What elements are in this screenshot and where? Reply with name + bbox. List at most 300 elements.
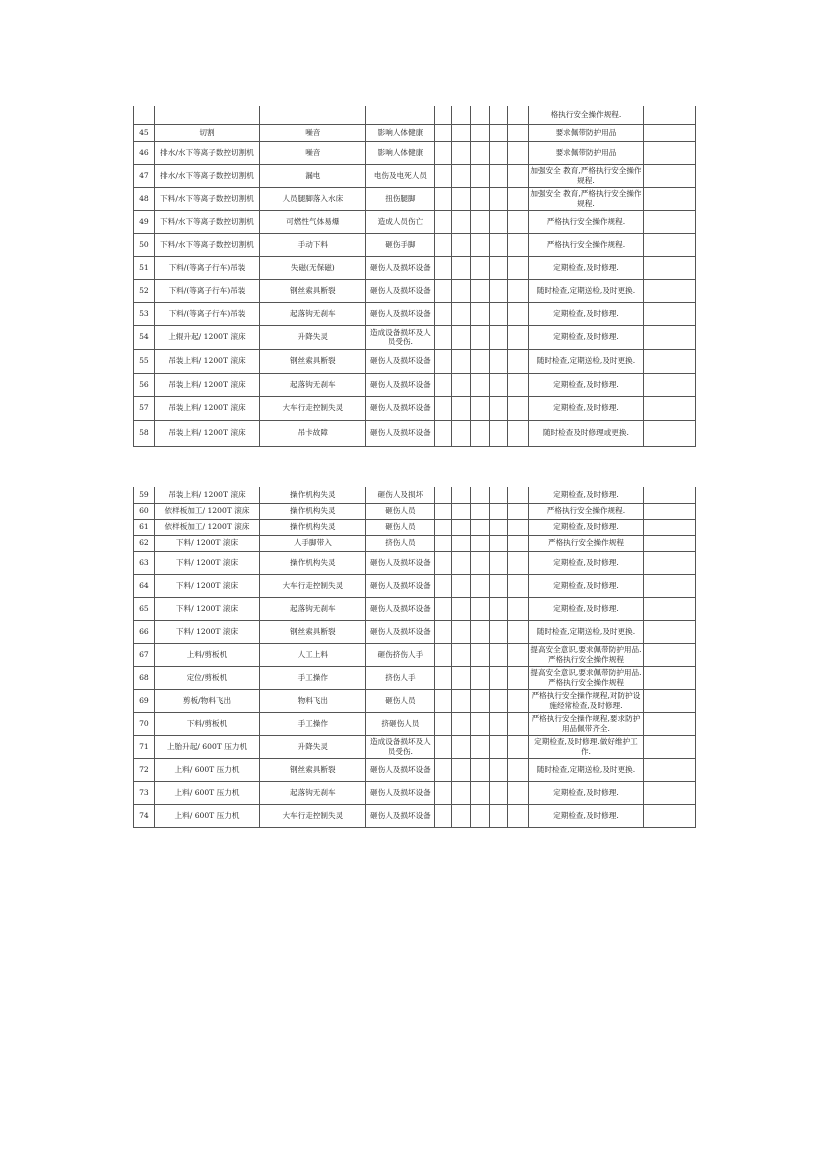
- cell-blank: [470, 804, 489, 827]
- cell-blank: [508, 503, 529, 519]
- cell-measure: 严格执行安全操作规程: [529, 535, 644, 551]
- cell-measure: 定期检查,及时修理.: [529, 597, 644, 620]
- cell-hazard: 钢丝索具断裂: [260, 279, 366, 302]
- table-row: [134, 551, 696, 574]
- cell-blank: [451, 643, 470, 666]
- cell-blank: [451, 279, 470, 302]
- cell-blank: [508, 666, 529, 689]
- cell-no: 55: [134, 349, 155, 373]
- cell-consequence: 砸伤人及损坏设备: [366, 758, 435, 781]
- cell-process: 吊装上料/ 1200T 滚床: [154, 420, 259, 446]
- cell-no: 49: [134, 210, 155, 233]
- cell-consequence: 砸伤人及损坏设备: [366, 420, 435, 446]
- cell-blank: [435, 666, 452, 689]
- cell-blank: [508, 712, 529, 735]
- cell-hazard: 钢丝索具断裂: [260, 349, 366, 373]
- cell-process: 下料/水下等离子数控切割机: [154, 233, 259, 256]
- cell-blank: [489, 487, 508, 503]
- risk-table-part1-body: [134, 106, 696, 446]
- cell-blank: [435, 804, 452, 827]
- cell-remark: [643, 666, 695, 689]
- risk-table-part2: [133, 487, 696, 828]
- cell-no: 51: [134, 256, 155, 279]
- cell-consequence: 砸伤人及损坏设备: [366, 620, 435, 643]
- cell-remark: [643, 325, 695, 349]
- cell-blank: [508, 758, 529, 781]
- cell-blank: [451, 141, 470, 164]
- cell-measure: 定期检查,及时修理.: [529, 256, 644, 279]
- cell-blank: [470, 519, 489, 535]
- cell-blank: [508, 396, 529, 420]
- table-row: [134, 210, 696, 233]
- cell-blank: [435, 503, 452, 519]
- continued-row: [134, 106, 696, 124]
- cell-measure: 定期检查,及时修理.: [529, 325, 644, 349]
- cell-measure: 严格执行安全操作规程,要求防护用品佩带齐全.: [529, 712, 644, 735]
- cell-blank: [451, 597, 470, 620]
- cell-consequence: 砸伤挤伤人手: [366, 643, 435, 666]
- cell-no: 70: [134, 712, 155, 735]
- cell-remark: [643, 187, 695, 210]
- cell-hazard: 噪音: [260, 124, 366, 141]
- cell-blank: [435, 551, 452, 574]
- cell-blank: [508, 519, 529, 535]
- cell-remark: [643, 373, 695, 396]
- cell-blank: [508, 574, 529, 597]
- cell-hazard: 钢丝索具断裂: [260, 620, 366, 643]
- cell-blank: [508, 141, 529, 164]
- cell-process: 切割: [154, 124, 259, 141]
- cell-process: 上胎升起/ 600T 压力机: [154, 735, 259, 758]
- cell-hazard: 大车行走控制失灵: [260, 804, 366, 827]
- table-row: [134, 124, 696, 141]
- cell-process: 吊装上料/ 1200T 滚床: [154, 373, 259, 396]
- cell-consequence: 影响人体健康: [366, 124, 435, 141]
- cell-process: 吊装上料/ 1200T 滚床: [154, 396, 259, 420]
- cell-remark: [643, 279, 695, 302]
- cell-blank: [451, 420, 470, 446]
- cell-blank: [508, 804, 529, 827]
- cell-blank: [435, 187, 452, 210]
- cell-hazard: 人手脚带入: [260, 535, 366, 551]
- cell-consequence: 砸伤人及损坏设备: [366, 256, 435, 279]
- cell-consequence: [366, 106, 435, 124]
- cell-measure: 严格执行安全操作规程.: [529, 210, 644, 233]
- cell-remark: [643, 551, 695, 574]
- cell-hazard: 起落钩无刹车: [260, 373, 366, 396]
- table-row: [134, 279, 696, 302]
- cell-blank: [489, 574, 508, 597]
- cell-hazard: 失磁(无保磁): [260, 256, 366, 279]
- table-row: [134, 666, 696, 689]
- table-row: [134, 256, 696, 279]
- cell-blank: [451, 164, 470, 187]
- cell-blank: [489, 349, 508, 373]
- cell-process: 下料/ 1200T 滚床: [154, 551, 259, 574]
- cell-blank: [489, 302, 508, 325]
- cell-measure: 定期检查,及时修理.: [529, 551, 644, 574]
- cell-measure: 提高安全意识,要求佩带防护用品.严格执行安全操作规程: [529, 666, 644, 689]
- cell-remark: [643, 535, 695, 551]
- cell-blank: [470, 279, 489, 302]
- cell-blank: [451, 712, 470, 735]
- table-row: [134, 535, 696, 551]
- cell-measure: 定期检查,及时修理.: [529, 781, 644, 804]
- table-row: [134, 325, 696, 349]
- cell-blank: [435, 164, 452, 187]
- cell-blank: [470, 420, 489, 446]
- cell-blank: [489, 712, 508, 735]
- cell-measure: 严格执行安全操作规程.: [529, 233, 644, 256]
- cell-blank: [451, 781, 470, 804]
- cell-blank: [451, 503, 470, 519]
- cell-blank: [508, 420, 529, 446]
- cell-measure: 随时检查,定期送检,及时更换.: [529, 620, 644, 643]
- table-row: [134, 503, 696, 519]
- cell-hazard: 操作机构失灵: [260, 519, 366, 535]
- cell-remark: [643, 519, 695, 535]
- cell-no: 69: [134, 689, 155, 712]
- cell-blank: [451, 396, 470, 420]
- cell-blank: [435, 487, 452, 503]
- cell-process: 下料/ 1200T 滚床: [154, 574, 259, 597]
- cell-consequence: 砸伤人及损坏: [366, 487, 435, 503]
- cell-blank: [451, 804, 470, 827]
- cell-hazard: 人员腿脚落入水床: [260, 187, 366, 210]
- cell-blank: [435, 106, 452, 124]
- cell-blank: [470, 643, 489, 666]
- cell-no: 73: [134, 781, 155, 804]
- cell-blank: [435, 519, 452, 535]
- cell-no: 50: [134, 233, 155, 256]
- cell-remark: [643, 164, 695, 187]
- cell-blank: [435, 597, 452, 620]
- cell-consequence: 砸伤人及损坏设备: [366, 349, 435, 373]
- cell-blank: [489, 396, 508, 420]
- cell-blank: [435, 620, 452, 643]
- cell-no: 67: [134, 643, 155, 666]
- cell-process: 吊装上料/ 1200T 滚床: [154, 487, 259, 503]
- table-row: [134, 620, 696, 643]
- table-row: [134, 396, 696, 420]
- cell-blank: [451, 689, 470, 712]
- cell-process: 下料/ 1200T 滚床: [154, 597, 259, 620]
- cell-no: 59: [134, 487, 155, 503]
- table-row: [134, 141, 696, 164]
- cell-blank: [470, 187, 489, 210]
- cell-consequence: 电伤及电死人员: [366, 164, 435, 187]
- cell-process: 依样板加工/ 1200T 滚床: [154, 503, 259, 519]
- cell-hazard: 操作机构失灵: [260, 487, 366, 503]
- cell-no: 66: [134, 620, 155, 643]
- cell-no: 57: [134, 396, 155, 420]
- cell-consequence: 挤伤人员: [366, 535, 435, 551]
- cell-consequence: 砸伤人及损坏设备: [366, 302, 435, 325]
- table-row: [134, 781, 696, 804]
- cell-blank: [508, 187, 529, 210]
- cell-process: 下料/ 1200T 滚床: [154, 620, 259, 643]
- cell-no: 71: [134, 735, 155, 758]
- cell-remark: [643, 689, 695, 712]
- cell-process: 下料/水下等离子数控切割机: [154, 210, 259, 233]
- cell-no: 47: [134, 164, 155, 187]
- cell-consequence: 砸伤人及损坏设备: [366, 373, 435, 396]
- cell-blank: [489, 597, 508, 620]
- cell-measure: 随时检查,定期送检,及时更换.: [529, 758, 644, 781]
- cell-blank: [508, 302, 529, 325]
- cell-remark: [643, 106, 695, 124]
- cell-blank: [470, 758, 489, 781]
- cell-blank: [508, 233, 529, 256]
- cell-no: 61: [134, 519, 155, 535]
- cell-blank: [451, 535, 470, 551]
- cell-blank: [470, 349, 489, 373]
- cell-process: 上辊升起/ 1200T 滚床: [154, 325, 259, 349]
- cell-blank: [451, 373, 470, 396]
- cell-blank: [508, 279, 529, 302]
- cell-no: 45: [134, 124, 155, 141]
- cell-process: 排水/水下等离子数控切割机: [154, 141, 259, 164]
- cell-blank: [470, 106, 489, 124]
- cell-blank: [508, 487, 529, 503]
- table-row: [134, 574, 696, 597]
- cell-process: 下料/(等离子行车)吊装: [154, 302, 259, 325]
- cell-blank: [489, 373, 508, 396]
- cell-blank: [489, 187, 508, 210]
- cell-consequence: 砸伤人及损坏设备: [366, 804, 435, 827]
- cell-process: 下料/(等离子行车)吊装: [154, 279, 259, 302]
- cell-hazard: 物料飞出: [260, 689, 366, 712]
- cell-no: 63: [134, 551, 155, 574]
- cell-blank: [508, 325, 529, 349]
- cell-hazard: 起落钩无刹车: [260, 597, 366, 620]
- cell-blank: [489, 279, 508, 302]
- cell-hazard: 手工操作: [260, 666, 366, 689]
- cell-remark: [643, 420, 695, 446]
- cell-no: 74: [134, 804, 155, 827]
- cell-hazard: 漏电: [260, 164, 366, 187]
- cell-blank: [489, 758, 508, 781]
- cell-consequence: 造成设备损坏及人员受伤.: [366, 325, 435, 349]
- cell-blank: [470, 233, 489, 256]
- cell-hazard: 大车行走控制失灵: [260, 396, 366, 420]
- cell-measure: 加强安全 教育,严格执行安全操作规程.: [529, 187, 644, 210]
- cell-blank: [508, 643, 529, 666]
- cell-blank: [435, 643, 452, 666]
- cell-measure: 定期检查,及时修理.: [529, 373, 644, 396]
- cell-blank: [451, 106, 470, 124]
- cell-process: 下料/ 1200T 滚床: [154, 535, 259, 551]
- cell-hazard: 噪音: [260, 141, 366, 164]
- table-row: [134, 349, 696, 373]
- cell-blank: [435, 302, 452, 325]
- cell-remark: [643, 349, 695, 373]
- cell-measure: 定期检查,及时修理.: [529, 302, 644, 325]
- cell-blank: [435, 758, 452, 781]
- cell-blank: [435, 396, 452, 420]
- cell-hazard: 可燃性气体易爆: [260, 210, 366, 233]
- cell-no: 46: [134, 141, 155, 164]
- cell-process: 上料/ 600T 压力机: [154, 804, 259, 827]
- cell-blank: [470, 141, 489, 164]
- cell-hazard: 操作机构失灵: [260, 551, 366, 574]
- cell-measure: 定期检查,及时修理.: [529, 487, 644, 503]
- cell-hazard: 手动下料: [260, 233, 366, 256]
- cell-hazard: 升降失灵: [260, 325, 366, 349]
- cell-measure: 严格执行安全操作规程,对防护设施经常检查,及时修理.: [529, 689, 644, 712]
- table-row: [134, 302, 696, 325]
- cell-measure: 定期检查,及时修理.做好维护工作.: [529, 735, 644, 758]
- cell-blank: [435, 535, 452, 551]
- cell-blank: [489, 689, 508, 712]
- cell-no: 72: [134, 758, 155, 781]
- cell-blank: [451, 187, 470, 210]
- cell-consequence: 造成设备损坏及人员受伤.: [366, 735, 435, 758]
- cell-blank: [470, 597, 489, 620]
- cell-consequence: 影响人体健康: [366, 141, 435, 164]
- cell-measure: 格执行安全操作规程.: [529, 106, 644, 124]
- cell-blank: [489, 420, 508, 446]
- cell-blank: [470, 503, 489, 519]
- cell-blank: [451, 620, 470, 643]
- cell-blank: [451, 487, 470, 503]
- table-row: [134, 735, 696, 758]
- cell-no: 54: [134, 325, 155, 349]
- cell-blank: [489, 781, 508, 804]
- cell-no: 65: [134, 597, 155, 620]
- cell-blank: [451, 233, 470, 256]
- cell-blank: [435, 210, 452, 233]
- cell-blank: [435, 781, 452, 804]
- cell-blank: [489, 124, 508, 141]
- cell-hazard: 人工上料: [260, 643, 366, 666]
- cell-blank: [470, 373, 489, 396]
- cell-blank: [489, 141, 508, 164]
- cell-remark: [643, 256, 695, 279]
- table-row: [134, 487, 696, 503]
- cell-blank: [489, 643, 508, 666]
- cell-blank: [435, 735, 452, 758]
- cell-consequence: 砸伤人及损坏设备: [366, 781, 435, 804]
- cell-hazard: 手工操作: [260, 712, 366, 735]
- cell-blank: [470, 487, 489, 503]
- cell-consequence: 砸伤人及损坏设备: [366, 396, 435, 420]
- cell-blank: [489, 735, 508, 758]
- cell-measure: 定期检查,及时修理.: [529, 396, 644, 420]
- cell-hazard: 起落钩无刹车: [260, 302, 366, 325]
- cell-blank: [470, 164, 489, 187]
- cell-blank: [508, 620, 529, 643]
- cell-no: 58: [134, 420, 155, 446]
- cell-blank: [451, 124, 470, 141]
- cell-remark: [643, 758, 695, 781]
- cell-blank: [489, 325, 508, 349]
- cell-consequence: 砸伤人及损坏设备: [366, 597, 435, 620]
- cell-measure: 随时检查,定期送检,及时更换.: [529, 279, 644, 302]
- cell-blank: [508, 164, 529, 187]
- cell-blank: [435, 279, 452, 302]
- cell-no: 68: [134, 666, 155, 689]
- cell-process: 上料/ 600T 压力机: [154, 781, 259, 804]
- cell-consequence: 挤伤人手: [366, 666, 435, 689]
- cell-process: 下料/剪板机: [154, 712, 259, 735]
- cell-blank: [508, 735, 529, 758]
- cell-blank: [470, 396, 489, 420]
- cell-no: 48: [134, 187, 155, 210]
- cell-blank: [435, 325, 452, 349]
- cell-blank: [508, 349, 529, 373]
- table-row: [134, 758, 696, 781]
- cell-process: 排水/水下等离子数控切割机: [154, 164, 259, 187]
- cell-consequence: 砸伤人员: [366, 503, 435, 519]
- cell-remark: [643, 503, 695, 519]
- cell-blank: [508, 106, 529, 124]
- cell-remark: [643, 643, 695, 666]
- cell-blank: [508, 781, 529, 804]
- cell-blank: [435, 420, 452, 446]
- cell-hazard: 钢丝索具断裂: [260, 758, 366, 781]
- cell-no: 64: [134, 574, 155, 597]
- cell-blank: [470, 689, 489, 712]
- cell-blank: [508, 597, 529, 620]
- table-row: [134, 712, 696, 735]
- cell-remark: [643, 302, 695, 325]
- cell-measure: 加强安全 教育,严格执行安全操作规程.: [529, 164, 644, 187]
- cell-blank: [451, 758, 470, 781]
- cell-process: 上料/ 600T 压力机: [154, 758, 259, 781]
- cell-process: [154, 106, 259, 124]
- cell-remark: [643, 597, 695, 620]
- cell-blank: [435, 349, 452, 373]
- cell-hazard: 升降失灵: [260, 735, 366, 758]
- cell-blank: [489, 519, 508, 535]
- cell-consequence: 砸伤人员: [366, 689, 435, 712]
- cell-blank: [508, 256, 529, 279]
- cell-blank: [470, 210, 489, 233]
- cell-no: 52: [134, 279, 155, 302]
- cell-remark: [643, 233, 695, 256]
- cell-remark: [643, 487, 695, 503]
- cell-blank: [489, 256, 508, 279]
- cell-blank: [508, 210, 529, 233]
- cell-remark: [643, 574, 695, 597]
- cell-blank: [470, 712, 489, 735]
- table-row: [134, 187, 696, 210]
- cell-no: [134, 106, 155, 124]
- cell-consequence: 造成人员伤亡: [366, 210, 435, 233]
- cell-remark: [643, 781, 695, 804]
- cell-hazard: 操作机构失灵: [260, 503, 366, 519]
- table-row: [134, 597, 696, 620]
- table-row: [134, 689, 696, 712]
- cell-consequence: 砸伤人及损坏设备: [366, 279, 435, 302]
- table-row: [134, 643, 696, 666]
- cell-blank: [435, 256, 452, 279]
- cell-hazard: 起落钩无刹车: [260, 781, 366, 804]
- cell-measure: 随时检查及时修理或更换.: [529, 420, 644, 446]
- cell-blank: [451, 574, 470, 597]
- cell-blank: [508, 373, 529, 396]
- cell-consequence: 挤砸伤人员: [366, 712, 435, 735]
- cell-blank: [470, 124, 489, 141]
- cell-blank: [451, 302, 470, 325]
- cell-blank: [489, 503, 508, 519]
- cell-remark: [643, 124, 695, 141]
- cell-blank: [435, 712, 452, 735]
- cell-no: 62: [134, 535, 155, 551]
- cell-hazard: 吊卡故障: [260, 420, 366, 446]
- cell-measure: 定期检查,及时修理.: [529, 804, 644, 827]
